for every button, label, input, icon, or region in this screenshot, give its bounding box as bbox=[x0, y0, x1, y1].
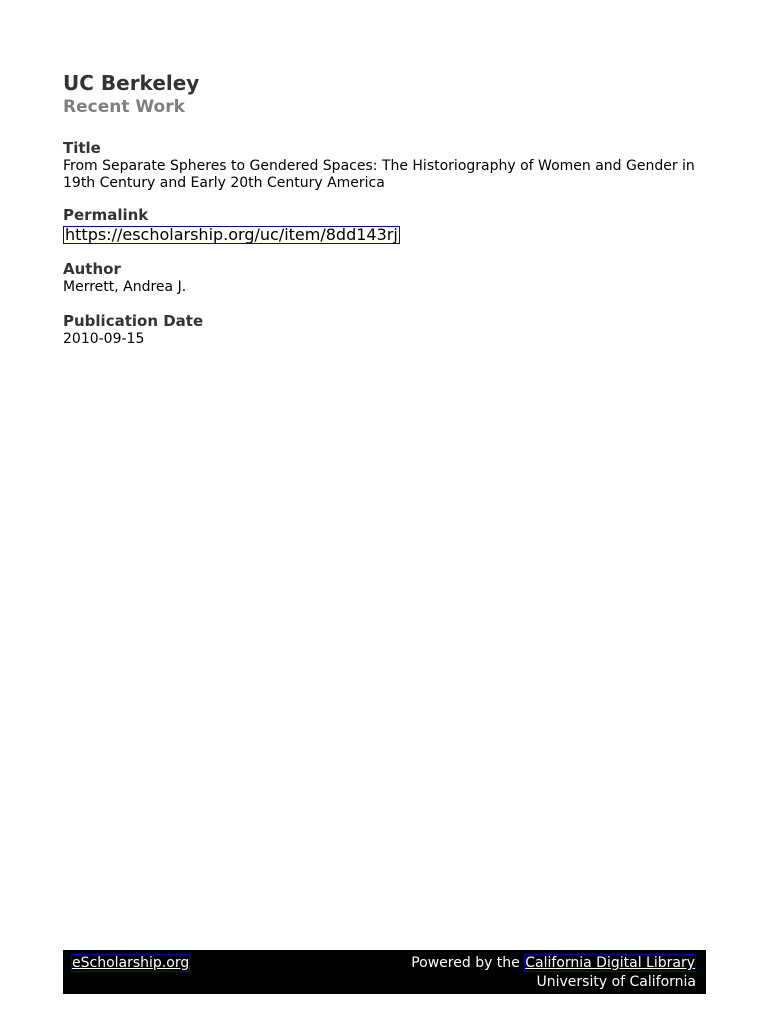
footer-bar bbox=[63, 950, 706, 994]
escholarship-link[interactable]: eScholarship.org bbox=[72, 955, 190, 971]
publication-date-label: Publication Date bbox=[63, 312, 204, 330]
permalink-label: Permalink bbox=[63, 206, 149, 224]
metadata-section bbox=[63, 138, 703, 363]
publication-date-value: 2010-09-15 bbox=[63, 331, 145, 347]
campus-name: UC Berkeley bbox=[63, 71, 200, 95]
permalink-link[interactable]: https://escholarship.org/uc/item/8dd143rj bbox=[65, 225, 398, 244]
cdl-link[interactable]: California Digital Library bbox=[525, 955, 695, 971]
footer-right bbox=[411, 954, 696, 992]
author-field bbox=[63, 259, 703, 296]
footer-left bbox=[71, 954, 190, 973]
publication-date-field bbox=[63, 311, 703, 348]
author-label: Author bbox=[63, 260, 121, 278]
document-header bbox=[63, 70, 703, 118]
title-label: Title bbox=[63, 139, 101, 157]
series-name: Recent Work bbox=[63, 97, 185, 117]
powered-by-text: Powered by the bbox=[411, 955, 525, 971]
title-value: From Separate Spheres to Gendered Spaces: The Historiography of Women and Gender in 19th Century and Early 20th Century America bbox=[63, 158, 695, 191]
university-text: University of California bbox=[536, 974, 696, 990]
title-field bbox=[63, 138, 703, 192]
permalink-field bbox=[63, 205, 703, 244]
author-value: Merrett, Andrea J. bbox=[63, 279, 187, 295]
